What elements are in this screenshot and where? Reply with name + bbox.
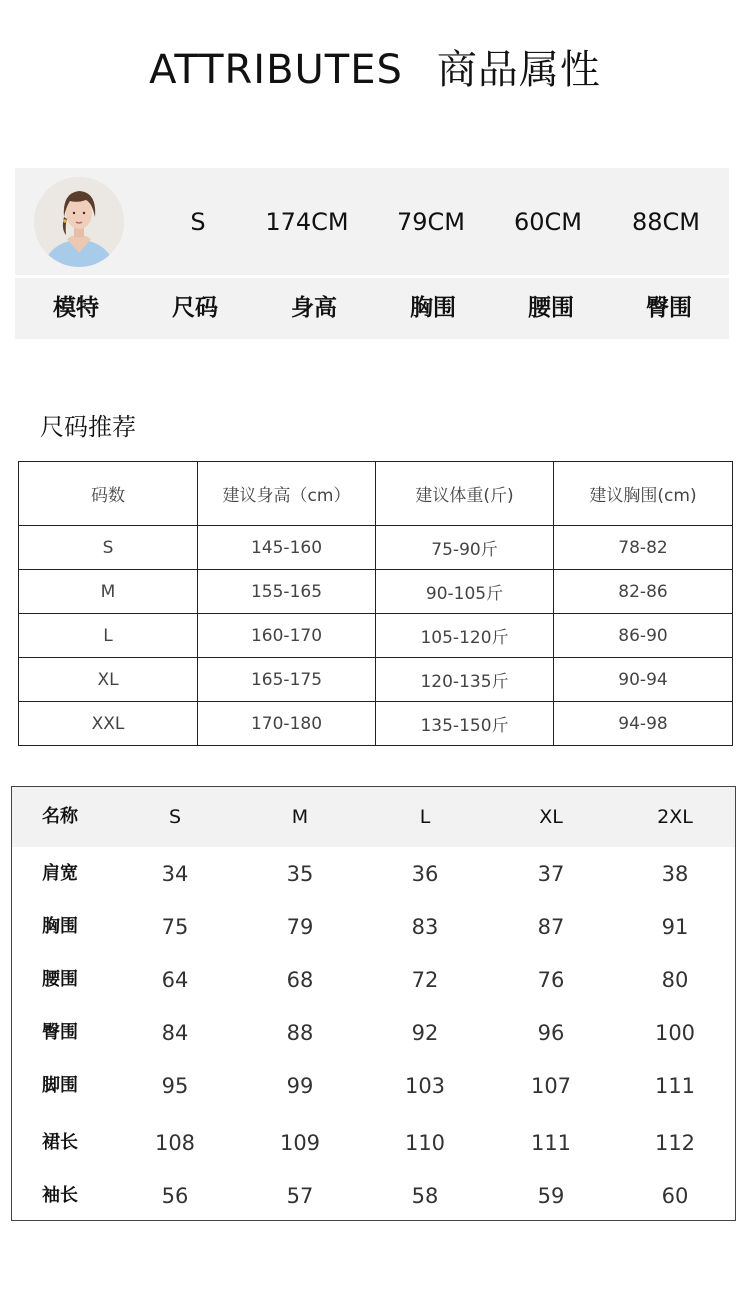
- cell-size: XXL: [19, 702, 198, 746]
- header-height: 建议身高（cm）: [198, 462, 376, 526]
- table-header-row: [19, 462, 733, 526]
- model-waist-value: 60CM: [513, 208, 582, 236]
- measure-value: 38: [661, 862, 689, 886]
- measure-value: 109: [279, 1131, 321, 1155]
- measure-value: 80: [661, 968, 689, 992]
- size-label: 尺码: [172, 295, 218, 321]
- size-recommend-table: [18, 461, 733, 746]
- table-row: [19, 658, 733, 702]
- row-label-sleeve-length: 袖长: [42, 1185, 78, 1206]
- measure-value: 108: [154, 1131, 196, 1155]
- measure-value: 72: [411, 968, 439, 992]
- measure-value: 34: [161, 862, 189, 886]
- model-portrait-icon: [34, 177, 124, 267]
- name-header: 名称: [42, 806, 78, 827]
- cell-size: XL: [19, 658, 198, 702]
- table-row: [19, 570, 733, 614]
- cell-bust: 86-90: [554, 614, 733, 658]
- model-labels-row: [15, 278, 729, 339]
- bust-label: 胸围: [410, 295, 456, 321]
- cell-bust: 94-98: [554, 702, 733, 746]
- measure-value: 37: [537, 862, 565, 886]
- measure-value: 95: [161, 1074, 189, 1098]
- measure-value: 56: [161, 1184, 189, 1208]
- cell-height: 170-180: [198, 702, 376, 746]
- header-bust: 建议胸围(cm): [554, 462, 733, 526]
- measurement-header-row: [12, 787, 735, 847]
- measure-value: 87: [537, 915, 565, 939]
- cell-weight: 90-105斤: [376, 570, 554, 614]
- measure-value: 60: [661, 1184, 689, 1208]
- size-header-s: S: [168, 806, 182, 828]
- cell-size: M: [19, 570, 198, 614]
- model-label: 模特: [53, 295, 99, 321]
- model-avatar: [34, 177, 124, 267]
- model-size-value: S: [190, 208, 206, 236]
- measure-value: 111: [654, 1074, 696, 1098]
- table-row: [19, 702, 733, 746]
- cell-weight: 135-150斤: [376, 702, 554, 746]
- measure-value: 76: [537, 968, 565, 992]
- measure-value: 103: [404, 1074, 446, 1098]
- measure-value: 100: [654, 1021, 696, 1045]
- cell-size: S: [19, 526, 198, 570]
- measure-value: 99: [286, 1074, 314, 1098]
- size-recommend-heading: 尺码推荐: [40, 413, 136, 441]
- measure-value: 111: [530, 1131, 572, 1155]
- cell-bust: 82-86: [554, 570, 733, 614]
- row-label-waist: 腰围: [42, 969, 78, 990]
- cell-bust: 78-82: [554, 526, 733, 570]
- measure-value: 68: [286, 968, 314, 992]
- measure-value: 57: [286, 1184, 314, 1208]
- measure-value: 110: [404, 1131, 446, 1155]
- measure-value: 58: [411, 1184, 439, 1208]
- cell-height: 165-175: [198, 658, 376, 702]
- table-row: [19, 526, 733, 570]
- waist-label: 腰围: [528, 295, 574, 321]
- page-title-cn: 商品属性: [436, 47, 601, 93]
- measure-value: 112: [654, 1131, 696, 1155]
- row-label-hem: 脚围: [42, 1075, 78, 1096]
- size-header-m: M: [291, 806, 309, 828]
- table-row: [19, 614, 733, 658]
- model-height-value: 174CM: [265, 208, 349, 236]
- measure-value: 36: [411, 862, 439, 886]
- model-hip-value: 88CM: [631, 208, 700, 236]
- row-label-hip: 臀围: [42, 1022, 78, 1043]
- measure-value: 92: [411, 1021, 439, 1045]
- height-label: 身高: [291, 295, 337, 321]
- page-title-en: ATTRIBUTES: [149, 47, 403, 93]
- measure-value: 83: [411, 915, 439, 939]
- measure-value: 79: [286, 915, 314, 939]
- measure-value: 88: [286, 1021, 314, 1045]
- cell-bust: 90-94: [554, 658, 733, 702]
- cell-height: 145-160: [198, 526, 376, 570]
- measure-value: 96: [537, 1021, 565, 1045]
- measure-value: 59: [537, 1184, 565, 1208]
- size-header-2xl: 2XL: [657, 806, 693, 828]
- row-label-bust: 胸围: [42, 916, 78, 937]
- header-weight: 建议体重(斤): [376, 462, 554, 526]
- cell-size: L: [19, 614, 198, 658]
- measure-value: 35: [286, 862, 314, 886]
- cell-height: 160-170: [198, 614, 376, 658]
- model-values-row: [15, 168, 729, 275]
- header-size: 码数: [19, 462, 198, 526]
- page-title: [0, 44, 750, 96]
- measure-value: 64: [161, 968, 189, 992]
- cell-weight: 120-135斤: [376, 658, 554, 702]
- row-label-skirt-length: 裙长: [42, 1132, 78, 1153]
- model-info: [15, 168, 729, 339]
- row-label-shoulder: 肩宽: [42, 863, 78, 884]
- model-bust-value: 79CM: [396, 208, 465, 236]
- size-header-l: L: [419, 806, 431, 828]
- cell-height: 155-165: [198, 570, 376, 614]
- size-header-xl: XL: [539, 806, 563, 828]
- cell-weight: 75-90斤: [376, 526, 554, 570]
- measure-value: 84: [161, 1021, 189, 1045]
- garment-measurement-table: [11, 786, 736, 1221]
- measure-value: 107: [530, 1074, 572, 1098]
- measure-value: 75: [161, 915, 189, 939]
- measure-value: 91: [661, 915, 689, 939]
- cell-weight: 105-120斤: [376, 614, 554, 658]
- hip-label: 臀围: [646, 295, 692, 321]
